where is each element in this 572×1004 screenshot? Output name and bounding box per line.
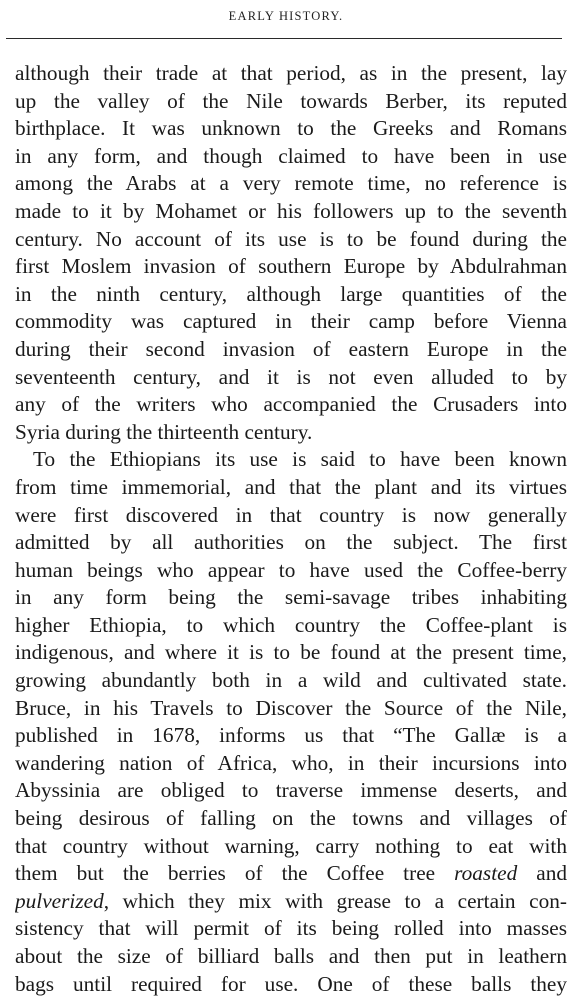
running-head: EARLY HISTORY. [228,9,344,23]
text-line [15,281,567,309]
line-text: made to it by Mohamet or his followers up to the seventh [15,198,567,223]
line-text: were first discovered in that country is now generally [15,502,567,527]
line-text: during their second invasion of eastern Europe in the [15,336,567,361]
text-line [15,557,567,585]
text-line [15,833,567,861]
text-line [15,529,567,557]
text-line [15,584,567,612]
text-line [15,60,567,88]
line-text: among the Arabs at a very remote time, no reference is [15,171,567,196]
line-text: growing abundantly both in a wild and cultivated state. [15,668,567,693]
line-text: sistency that will permit of its being rolled into masses [15,916,567,941]
line-text: first Moslem invasion of southern Europe by Abdulrahman [15,254,567,279]
line-text: published in 1678, informs us that “The Gallæ is a [15,723,567,748]
line-text: commodity was captured in their camp before Vienna [15,309,567,334]
line-text: , which they mix with grease to a certain con- [103,888,567,913]
text-line [15,474,567,502]
text-line [15,253,567,281]
text-line [15,639,567,667]
text-line [15,198,567,226]
text-line [15,308,567,336]
line-text: about the size of billiard balls and then put in leathern [15,944,567,968]
text-line [15,226,567,254]
line-text: human beings who appear to have used the Coffee-berry [15,557,567,582]
text-line [15,502,567,530]
text-line [15,667,567,695]
text-line [15,612,567,640]
line-text: century. No account of its use is to be found during the [15,226,567,251]
text-line [15,777,567,805]
text-line [15,446,567,474]
line-text: from time immemorial, and that the plant and its virtues [15,474,567,499]
line-text: and [517,861,567,886]
line-text: bags until required for use. One of these balls they [15,971,567,996]
text-line [15,88,567,116]
line-text: in the ninth century, although large quantities of the [15,281,567,306]
line-text: admitted by all authorities on the subject. The first [15,530,567,555]
line-text: birthplace. It was unknown to the Greeks and Romans [15,116,567,141]
text-line [15,170,567,198]
text-line [15,143,567,171]
text-line [15,336,567,364]
text-line [15,115,567,143]
line-text: indigenous, and where it is to be found at the present time, [15,640,567,665]
italic-text: pulverized [15,888,104,913]
line-text: seventeenth century, and it is not even alluded to by [15,364,567,389]
text-line [15,888,567,916]
line-text: in any form, and though claimed to have been in use [15,143,567,168]
text-line [15,722,567,750]
header-rule [6,38,562,39]
line-text: although their trade at that period, as in the present, lay [15,61,567,85]
text-line [15,391,567,419]
line-text: Bruce, in his Travels to Discover the Source of the Nile, [15,695,567,720]
line-text: any of the writers who accompanied the Crusaders into [15,392,567,417]
line-text: them but the berries of the Coffee tree [15,861,455,886]
line-text: in any form being the semi-savage tribes inhabiting [15,585,567,610]
text-line [15,695,567,723]
line-text: that country without warning, carry nothing to eat with [15,833,567,858]
text-line [15,364,567,392]
line-text: To the Ethiopians its use is said to have been known [33,447,567,472]
line-text: up the valley of the Nile towards Berber, its reputed [15,88,567,113]
text-line [15,915,567,943]
body-text [15,60,567,998]
line-text: Syria during the thirteenth century. [15,419,313,444]
italic-text: roasted [454,861,518,886]
line-text: higher Ethiopia, to which country the Coffee-plant is [15,612,567,637]
text-line [15,750,567,778]
text-line [15,943,567,971]
line-text: being desirous of falling on the towns and villages of [15,806,567,831]
text-line [15,805,567,833]
line-text: wandering nation of Africa, who, in their incursions into [15,750,567,775]
text-line [15,860,567,888]
text-line [15,419,567,447]
line-text: Abyssinia are obliged to traverse immense deserts, and [15,778,567,803]
text-line [15,971,567,999]
